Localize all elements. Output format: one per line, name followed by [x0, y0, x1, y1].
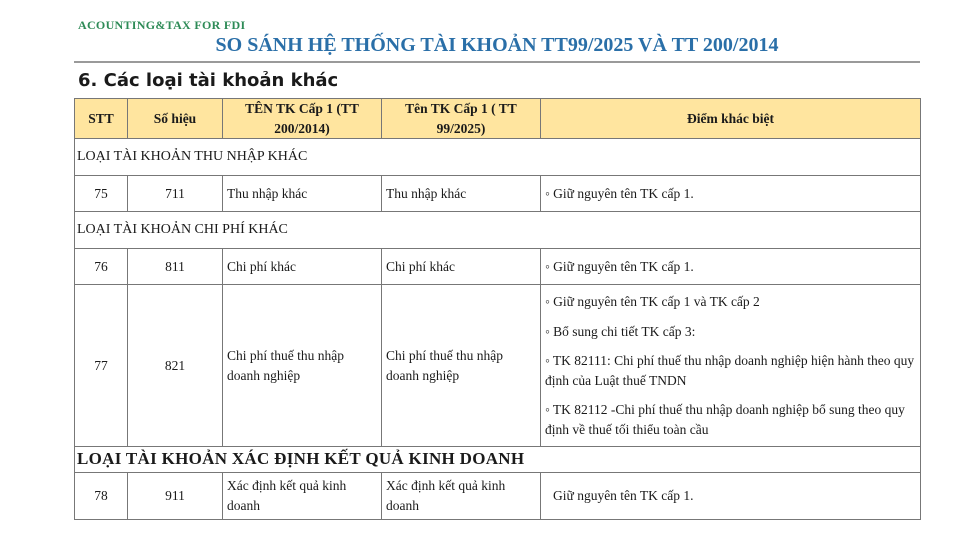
cell-ten-200: Thu nhập khác	[223, 176, 382, 212]
group-row	[75, 139, 921, 176]
cell-so-hieu: 711	[128, 176, 223, 212]
diem-bullet: ◦ TK 82111: Chi phí thuế thu nhập doanh nghiệp hiện hành theo quy định của Luật thuế TNDN	[545, 353, 915, 388]
group-row	[75, 212, 921, 249]
table-row	[75, 176, 921, 212]
cell-ten-200: Chi phí khác	[223, 249, 382, 285]
cell-diem: Giữ nguyên tên TK cấp 1.	[541, 472, 921, 519]
cell-diem: ◦ Giữ nguyên tên TK cấp 1.	[541, 176, 921, 212]
diem-bullet: ◦ Giữ nguyên tên TK cấp 1 và TK cấp 2	[545, 293, 760, 309]
col-header-so-hieu: Số hiệu	[128, 99, 223, 139]
cell-stt: 77	[75, 285, 128, 447]
cell-ten-99: Chi phí khác	[382, 249, 541, 285]
group-row	[75, 447, 921, 473]
col-header-ten-tk-99: Tên TK Cấp 1 ( TT 99/2025)	[382, 99, 541, 139]
cell-stt: 75	[75, 176, 128, 212]
page-title: SO SÁNH HỆ THỐNG TÀI KHOẢN TT99/2025 VÀ TT 200/2014	[215, 34, 779, 56]
table-header-row	[75, 99, 921, 139]
cell-ten-200: Chi phí thuế thu nhập doanh nghiệp	[223, 285, 382, 447]
cell-so-hieu: 821	[128, 285, 223, 447]
cell-stt: 78	[75, 472, 128, 519]
col-header-diem-khac-biet: Điểm khác biệt	[541, 99, 921, 139]
cell-ten-99: Thu nhập khác	[382, 176, 541, 212]
title-divider	[74, 61, 920, 63]
table-row	[75, 285, 921, 447]
cell-so-hieu: 811	[128, 249, 223, 285]
cell-diem: ◦ Giữ nguyên tên TK cấp 1.	[541, 249, 921, 285]
cell-ten-99: Chi phí thuế thu nhập doanh nghiệp	[382, 285, 541, 447]
accounts-table	[74, 98, 921, 520]
group-label: LOẠI TÀI KHOẢN THU NHẬP KHÁC	[75, 139, 921, 176]
col-header-ten-tk-200: TÊN TK Cấp 1 (TT 200/2014)	[223, 99, 382, 139]
diem-bullet: ◦ Bổ sung chi tiết TK cấp 3:	[545, 323, 696, 339]
cell-so-hieu: 911	[128, 472, 223, 519]
table-row	[75, 249, 921, 285]
group-label: LOẠI TÀI KHOẢN XÁC ĐỊNH KẾT QUẢ KINH DOANH	[75, 447, 921, 473]
diem-bullet: ◦ TK 82112 -Chi phí thuế thu nhập doanh nghiệp bổ sung theo quy định về thuế tối thiểu toàn cầu	[545, 402, 905, 437]
cell-diem	[541, 285, 921, 447]
cell-ten-200: Xác định kết quả kinh doanh	[223, 472, 382, 519]
col-header-stt: STT	[75, 99, 128, 139]
group-label: LOẠI TÀI KHOẢN CHI PHÍ KHÁC	[75, 212, 921, 249]
cell-ten-99: Xác định kết quả kinh doanh	[382, 472, 541, 519]
cell-stt: 76	[75, 249, 128, 285]
table-row	[75, 472, 921, 519]
section-heading: 6. Các loại tài khoản khác	[78, 70, 339, 91]
brand-label: ACOUNTING&TAX FOR FDI	[78, 18, 246, 32]
